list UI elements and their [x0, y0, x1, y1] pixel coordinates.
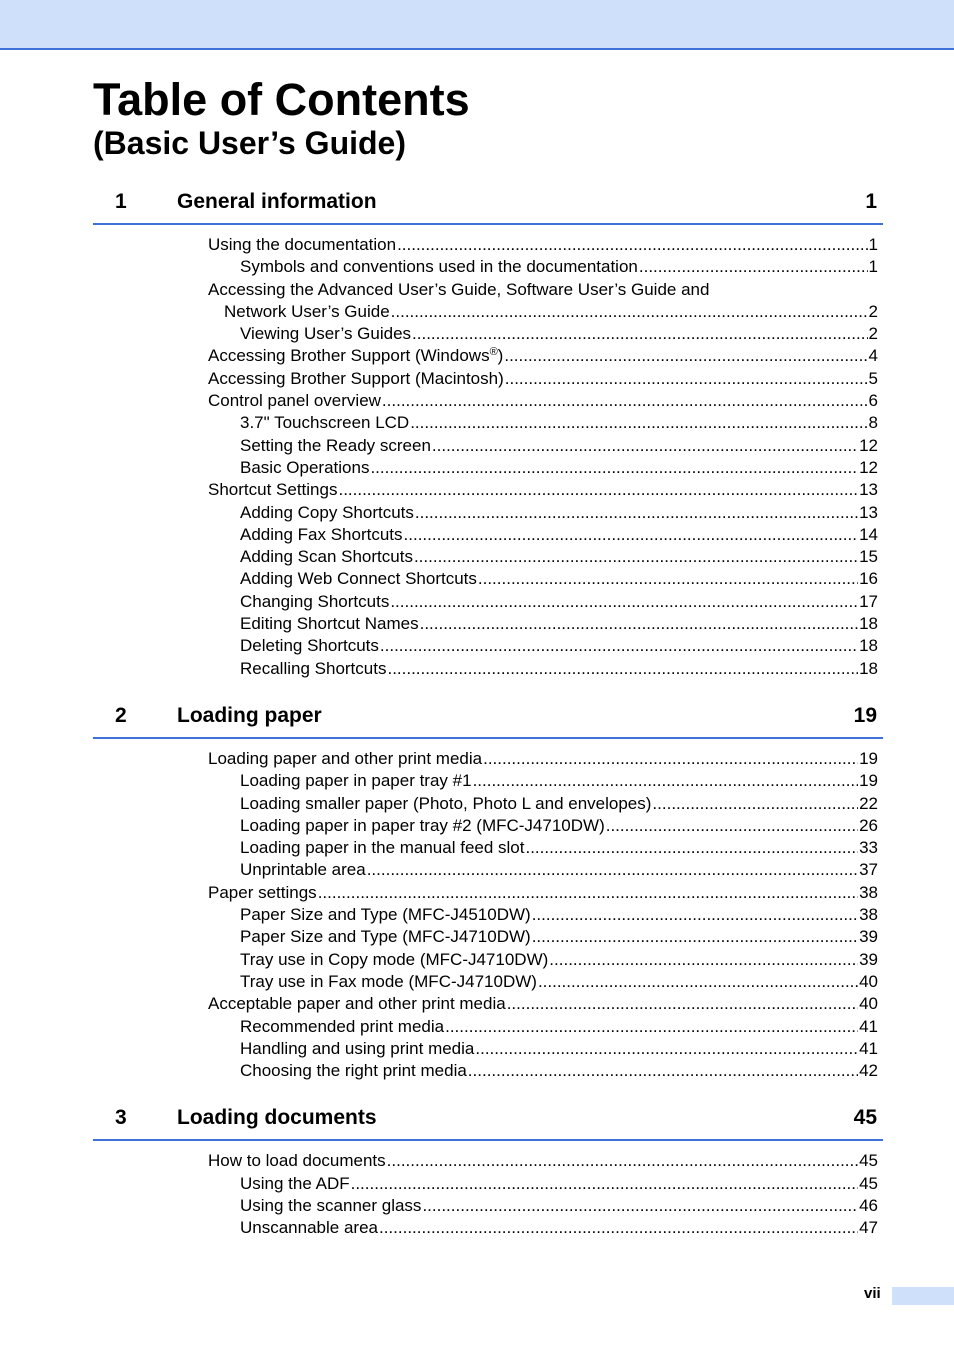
dot-leader — [397, 234, 867, 256]
entry-page-number: 1 — [868, 257, 878, 277]
dot-leader — [370, 457, 858, 479]
entry-page-number: 5 — [868, 368, 878, 388]
toc-entry[interactable] — [240, 1038, 878, 1060]
entry-title — [208, 345, 503, 367]
toc-entry[interactable] — [240, 323, 878, 345]
toc-entry[interactable] — [240, 904, 878, 926]
chapter-page-number: 19 — [853, 703, 877, 727]
entry-title-text: Changing Shortcuts — [240, 591, 390, 611]
entry-title — [240, 859, 366, 881]
entry-title-text: Acceptable paper and other print media — [208, 994, 506, 1014]
entry-title-text: Adding Scan Shortcuts — [240, 547, 413, 567]
chapter-page-number: 45 — [853, 1106, 877, 1130]
entry-title — [240, 435, 431, 457]
dot-leader — [404, 524, 859, 546]
entry-title-text: 3.7" Touchscreen LCD — [240, 413, 410, 433]
dot-leader — [473, 770, 859, 792]
toc-entry[interactable] — [208, 234, 878, 256]
toc-entry[interactable] — [240, 949, 878, 971]
entry-page-number: 2 — [868, 301, 878, 321]
toc-entry[interactable] — [224, 301, 878, 323]
entry-title — [240, 1173, 350, 1195]
toc-entry[interactable] — [240, 971, 878, 993]
entry-title-text: Loading paper in the manual feed slot — [240, 838, 525, 858]
entry-title-text: Unprintable area — [240, 860, 366, 880]
toc-entry[interactable] — [240, 635, 878, 657]
chapter-section — [93, 1106, 883, 1239]
entry-page-number: 1 — [868, 235, 878, 254]
entry-list — [93, 1141, 883, 1239]
chapter-title: Loading documents — [177, 1106, 377, 1130]
entry-page-number: 12 — [859, 457, 878, 477]
chapter-heading[interactable] — [93, 704, 883, 739]
dot-leader — [410, 412, 867, 434]
entry-title-text: Recommended print media — [240, 1016, 445, 1036]
entry-page-number: 8 — [868, 413, 878, 433]
dot-leader — [549, 949, 858, 971]
entry-title-text: Paper Size and Type (MFC-J4510DW) — [240, 905, 531, 925]
entry-title — [240, 457, 369, 479]
entry-title — [240, 1016, 444, 1038]
entry-title — [240, 770, 472, 792]
toc-entry[interactable] — [208, 345, 878, 367]
entry-page-number: 17 — [859, 591, 878, 611]
chapter-heading[interactable] — [93, 190, 883, 225]
entry-title — [240, 635, 379, 657]
entry-page-number: 40 — [859, 971, 878, 991]
entry-title-text: Viewing User’s Guides — [240, 324, 412, 344]
entry-title — [208, 748, 482, 770]
entry-page-number: 13 — [859, 502, 878, 522]
entry-page-number: 41 — [859, 1016, 878, 1036]
dot-leader — [507, 993, 858, 1015]
entry-page-number: 45 — [859, 1173, 878, 1193]
entry-title-text: Recalling Shortcuts — [240, 658, 387, 678]
entry-title — [208, 390, 381, 412]
entry-title-text: Shortcut Settings — [208, 480, 338, 500]
entry-title-text: Using the ADF — [240, 1173, 350, 1193]
header-band — [0, 0, 954, 50]
entry-page-number: 39 — [859, 927, 878, 947]
entry-page-number: 12 — [859, 435, 878, 455]
entry-page-number: 13 — [859, 480, 878, 500]
entry-title-text: Accessing the Advanced User’s Guide, Software User’s Guide and — [208, 279, 710, 299]
page-number: vii — [864, 1285, 881, 1302]
entry-title — [240, 502, 414, 524]
toc-entry[interactable] — [240, 837, 878, 859]
dot-leader — [532, 926, 858, 948]
dot-leader — [387, 658, 858, 680]
chapter-heading[interactable] — [93, 1106, 883, 1141]
entry-title — [240, 1195, 421, 1217]
entry-title — [208, 279, 709, 301]
toc-entry[interactable] — [208, 479, 878, 501]
entry-page-number: 6 — [868, 391, 878, 411]
entry-title — [208, 1150, 386, 1172]
entry-title-text: Loading smaller paper (Photo, Photo L and envelopes) — [240, 793, 652, 813]
toc-entry[interactable] — [240, 926, 878, 948]
entry-title-text: Adding Web Connect Shortcuts — [240, 569, 477, 589]
entry-title-text: Using the scanner glass — [240, 1195, 422, 1215]
entry-title — [240, 1038, 474, 1060]
toc-entry[interactable] — [240, 1016, 878, 1038]
entry-title-text: Choosing the right print media — [240, 1061, 467, 1081]
toc-entry[interactable] — [240, 568, 878, 590]
page-title: Table of Contents — [93, 74, 470, 125]
toc-entry[interactable] — [240, 524, 878, 546]
entry-title — [240, 949, 548, 971]
chapter-title: General information — [177, 190, 377, 213]
entry-page-number: 19 — [859, 748, 878, 768]
chapter-section — [93, 704, 883, 1082]
toc-entry[interactable] — [208, 748, 878, 770]
entry-title-text: Tray use in Fax mode (MFC-J4710DW) — [240, 971, 537, 991]
toc-entry[interactable] — [240, 546, 878, 568]
chapter-number: 3 — [115, 1106, 127, 1130]
entry-title — [240, 837, 524, 859]
dot-leader — [379, 1217, 858, 1239]
entry-page-number: 38 — [859, 882, 878, 902]
toc-entry[interactable] — [240, 613, 878, 635]
toc-entry[interactable] — [208, 368, 878, 390]
dot-leader — [414, 546, 858, 568]
entry-list — [93, 739, 883, 1082]
entry-page-number: 45 — [859, 1151, 878, 1171]
entry-title — [240, 568, 477, 590]
dot-leader — [468, 1060, 858, 1082]
entry-list — [93, 225, 883, 680]
table-of-contents — [93, 190, 883, 1264]
toc-entry[interactable] — [240, 1217, 878, 1239]
entry-page-number: 18 — [859, 636, 878, 656]
dot-leader — [318, 882, 858, 904]
dot-leader — [475, 1038, 858, 1060]
dot-leader — [532, 904, 858, 926]
toc-entry[interactable] — [240, 1060, 878, 1082]
page-corner-tab — [892, 1287, 954, 1305]
dot-leader — [432, 435, 858, 457]
entry-title — [240, 1217, 378, 1239]
entry-title-text: Control panel overview — [208, 391, 381, 411]
entry-title-text: Deleting Shortcuts — [240, 636, 379, 656]
entry-title — [240, 412, 409, 434]
dot-leader — [390, 591, 858, 613]
toc-entry[interactable] — [208, 993, 878, 1015]
entry-title — [240, 591, 389, 613]
entry-page-number: 39 — [859, 949, 878, 969]
toc-entry[interactable] — [240, 591, 878, 613]
entry-page-number: 15 — [859, 547, 878, 567]
dot-leader — [338, 479, 858, 501]
entry-page-number: 40 — [859, 994, 878, 1014]
entry-title — [240, 904, 531, 926]
toc-entry[interactable] — [240, 793, 878, 815]
entry-title — [240, 546, 413, 568]
dot-leader — [367, 859, 858, 881]
entry-page-number: 47 — [859, 1218, 878, 1238]
entry-page-number: 18 — [859, 614, 878, 634]
entry-page-number: 14 — [859, 524, 878, 544]
entry-page-number: 16 — [859, 569, 878, 589]
entry-title — [208, 882, 317, 904]
entry-title-text: Paper Size and Type (MFC-J4710DW) — [240, 927, 531, 947]
entry-title — [208, 993, 506, 1015]
entry-title-text: Editing Shortcut Names — [240, 614, 419, 634]
dot-leader — [422, 1195, 858, 1217]
entry-title — [240, 971, 537, 993]
entry-title — [240, 658, 386, 680]
toc-entry[interactable] — [240, 412, 878, 434]
dot-leader — [382, 390, 868, 412]
toc-entry[interactable] — [208, 882, 878, 904]
toc-entry[interactable] — [240, 457, 878, 479]
entry-title — [224, 301, 390, 323]
dot-leader — [415, 502, 858, 524]
dot-leader — [387, 1150, 858, 1172]
dot-leader — [483, 748, 858, 770]
dot-leader — [505, 368, 868, 390]
dot-leader — [504, 345, 867, 367]
toc-entry[interactable] — [240, 1195, 878, 1217]
chapter-section — [93, 190, 883, 680]
entry-title-text: Accessing Brother Support (Macintosh) — [208, 368, 504, 388]
entry-title — [240, 524, 403, 546]
dot-leader — [445, 1016, 858, 1038]
entry-title-text: Loading paper in paper tray #2 (MFC-J4710DW) — [240, 815, 605, 835]
entry-page-number: 22 — [859, 793, 878, 813]
entry-title-text: Loading paper and other print media — [208, 748, 483, 768]
entry-title-text: Unscannable area — [240, 1218, 378, 1238]
dot-leader — [652, 793, 858, 815]
chapter-title: Loading paper — [177, 703, 322, 727]
entry-page-number: 4 — [868, 346, 878, 366]
toc-entry[interactable] — [240, 1173, 878, 1195]
dot-leader — [412, 323, 868, 345]
entry-title-text: Tray use in Copy mode (MFC-J4710DW) — [240, 949, 549, 969]
entry-title — [240, 926, 531, 948]
entry-title — [240, 793, 651, 815]
toc-entry[interactable] — [208, 279, 878, 301]
entry-title — [240, 613, 419, 635]
dot-leader — [391, 301, 868, 323]
chapter-number: 1 — [115, 190, 127, 213]
entry-title-text: Basic Operations — [240, 457, 370, 477]
chapter-page-number: 1 — [865, 190, 877, 213]
entry-page-number: 37 — [859, 860, 878, 880]
toc-entry[interactable] — [240, 435, 878, 457]
entry-page-number: 38 — [859, 905, 878, 925]
entry-title — [240, 323, 411, 345]
toc-entry[interactable] — [240, 658, 878, 680]
dot-leader — [538, 971, 858, 993]
entry-title — [240, 256, 638, 278]
entry-page-number: 2 — [868, 324, 878, 344]
entry-title — [208, 368, 504, 390]
toc-entry[interactable] — [240, 859, 878, 881]
dot-leader — [606, 815, 858, 837]
entry-title-text: Handling and using print media — [240, 1038, 475, 1058]
entry-title-text: How to load documents — [208, 1151, 386, 1171]
entry-page-number: 19 — [859, 771, 878, 791]
dot-leader — [380, 635, 858, 657]
toc-entry[interactable] — [208, 390, 878, 412]
entry-title-text: Adding Copy Shortcuts — [240, 502, 414, 522]
entry-title-text: Network User’s Guide — [224, 301, 390, 321]
entry-page-number: 46 — [859, 1195, 878, 1215]
entry-page-number: 41 — [859, 1038, 878, 1058]
entry-title-text: Using the documentation — [208, 235, 397, 254]
registered-mark: ® — [489, 346, 498, 359]
entry-title — [240, 815, 605, 837]
entry-title-text: Adding Fax Shortcuts — [240, 524, 403, 544]
entry-title-text: Symbols and conventions used in the documentation — [240, 257, 638, 277]
entry-title — [208, 234, 396, 256]
entry-page-number: 26 — [859, 815, 878, 835]
entry-page-number: 33 — [859, 838, 878, 858]
entry-title-text: Accessing Brother Support (Windows — [208, 346, 490, 366]
page-subtitle: (Basic User’s Guide) — [93, 125, 406, 161]
entry-title-text: Paper settings — [208, 882, 317, 902]
dot-leader — [639, 256, 868, 278]
entry-title-text: Setting the Ready screen — [240, 435, 431, 455]
dot-leader — [420, 613, 858, 635]
toc-entry[interactable] — [240, 770, 878, 792]
toc-entry[interactable] — [240, 815, 878, 837]
entry-title — [240, 1060, 467, 1082]
toc-entry[interactable] — [208, 1150, 878, 1172]
toc-entry[interactable] — [240, 256, 878, 278]
chapter-number: 2 — [115, 703, 127, 727]
dot-leader — [478, 568, 858, 590]
entry-title-text: Loading paper in paper tray #1 — [240, 771, 472, 791]
entry-page-number: 42 — [859, 1061, 878, 1081]
entry-title — [208, 479, 337, 501]
toc-entry[interactable] — [240, 502, 878, 524]
entry-page-number: 18 — [859, 658, 878, 678]
dot-leader — [525, 837, 858, 859]
entry-title-suffix: ) — [497, 346, 504, 366]
dot-leader — [351, 1173, 858, 1195]
